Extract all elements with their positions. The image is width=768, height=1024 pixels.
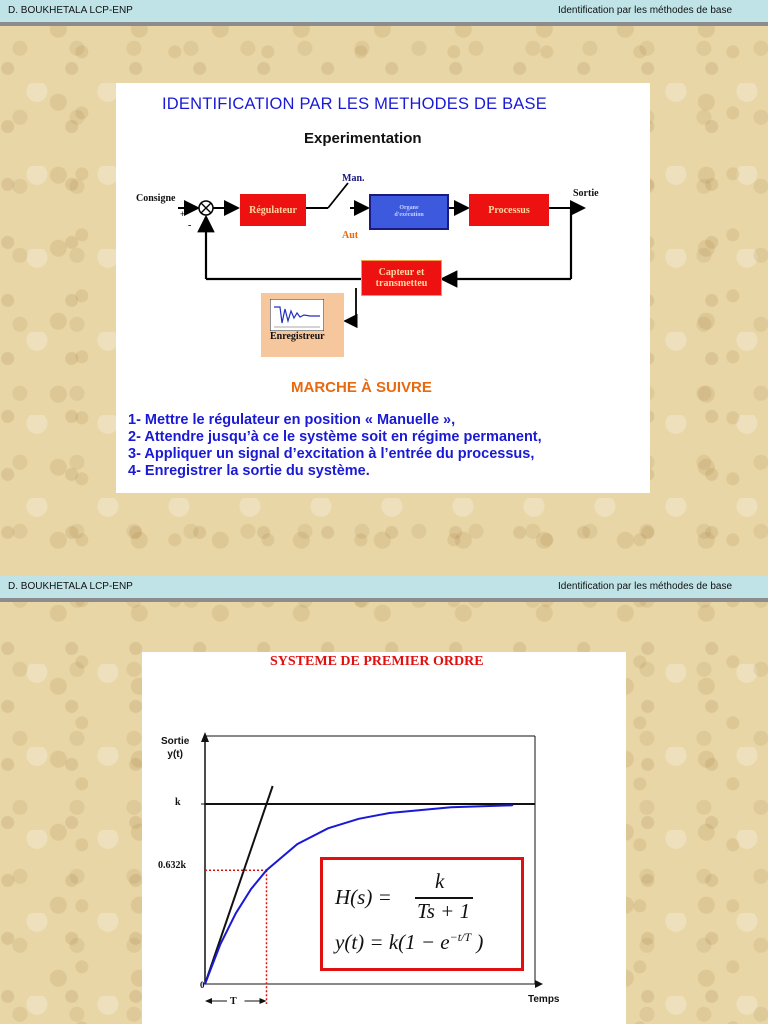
response-point: [450, 806, 452, 808]
header-author: D. BOUKHETALA LCP-ENP: [8, 5, 133, 16]
slide-subtitle: Experimentation: [304, 130, 422, 147]
response-point: [266, 869, 268, 871]
x-marker-t: T: [230, 996, 237, 1007]
formula-y-close: ): [476, 930, 484, 954]
response-point: [389, 812, 391, 814]
T-arrowhead-right: [260, 998, 267, 1004]
x-axis-label: Temps: [528, 994, 560, 1005]
organe-label-2: d'exécution: [394, 212, 424, 218]
response-point: [250, 888, 252, 890]
x-axis-arrow: [535, 980, 543, 988]
capteur-label-2: transmetteu: [375, 278, 428, 289]
y-axis-label: [161, 735, 189, 761]
regulateur-block: Régulateur: [240, 194, 306, 226]
formula-h-lhs: H(s) =: [335, 885, 392, 909]
label-plus: +: [180, 209, 186, 219]
organe-block: [369, 194, 449, 230]
y-tick-k: k: [175, 797, 181, 808]
header-bar-second: [0, 576, 768, 602]
response-point: [512, 804, 514, 806]
formula-h-den: Ts + 1: [417, 899, 471, 923]
formula-h-num: k: [435, 869, 445, 893]
label-man: Man.: [342, 173, 365, 184]
y-axis-arrow: [201, 732, 209, 742]
header-author: D. BOUKHETALA LCP-ENP: [8, 581, 133, 592]
response-point: [235, 912, 237, 914]
response-point: [327, 828, 329, 830]
initial-tangent-line: [205, 786, 273, 984]
T-arrowhead-left: [205, 998, 212, 1004]
header-topic: Identification par les méthodes de base: [558, 581, 732, 592]
step-item: 2- Attendre jusqu’à ce le système soit en régime permanent,: [128, 429, 542, 445]
step-item: 1- Mettre le régulateur en position « Manuelle »,: [128, 412, 456, 428]
steps-list: [128, 412, 542, 480]
y-tick-0632k: 0.632k: [158, 860, 187, 871]
enregistreur-label: Enregistreur: [270, 331, 325, 342]
response-point: [220, 943, 222, 945]
formula-box: [320, 857, 524, 971]
slide-title: IDENTIFICATION PAR LES METHODES DE BASE: [162, 95, 547, 113]
label-sortie: Sortie: [573, 188, 599, 199]
formula-h: [335, 869, 515, 923]
formula-y-exp: −t/T: [449, 930, 472, 944]
organe-label-1: Organe: [399, 205, 419, 211]
slide2-title: SYSTEME DE PREMIER ORDRE: [270, 654, 484, 669]
formula-y: [335, 930, 483, 955]
header-bar-top: [0, 0, 768, 26]
step-item: 3- Appliquer un signal d’excitation à l’entrée du processus,: [128, 446, 535, 462]
label-minus: -: [188, 220, 192, 231]
slide-first-order: [142, 652, 626, 1024]
step-item: 4- Enregistrer la sortie du système.: [128, 463, 370, 479]
y-axis-label-2: y(t): [167, 749, 183, 760]
y-axis-label-1: Sortie: [161, 736, 190, 747]
label-consigne: Consigne: [136, 193, 176, 204]
recorder-screen-icon: [270, 299, 324, 331]
formula-y-main: y(t) = k(1 − e: [335, 930, 450, 954]
response-point: [358, 818, 360, 820]
processus-block: Processus: [469, 194, 549, 226]
origin-label: 0: [200, 980, 205, 990]
header-topic: Identification par les méthodes de base: [558, 5, 732, 16]
capteur-label-1: Capteur et: [378, 267, 425, 278]
enregistreur-block: [261, 293, 344, 357]
response-point: [296, 843, 298, 845]
capteur-block: [361, 260, 442, 296]
section-title: MARCHE À SUIVRE: [291, 379, 432, 396]
label-aut: Aut: [342, 230, 359, 241]
slide-experimentation: [116, 83, 650, 493]
